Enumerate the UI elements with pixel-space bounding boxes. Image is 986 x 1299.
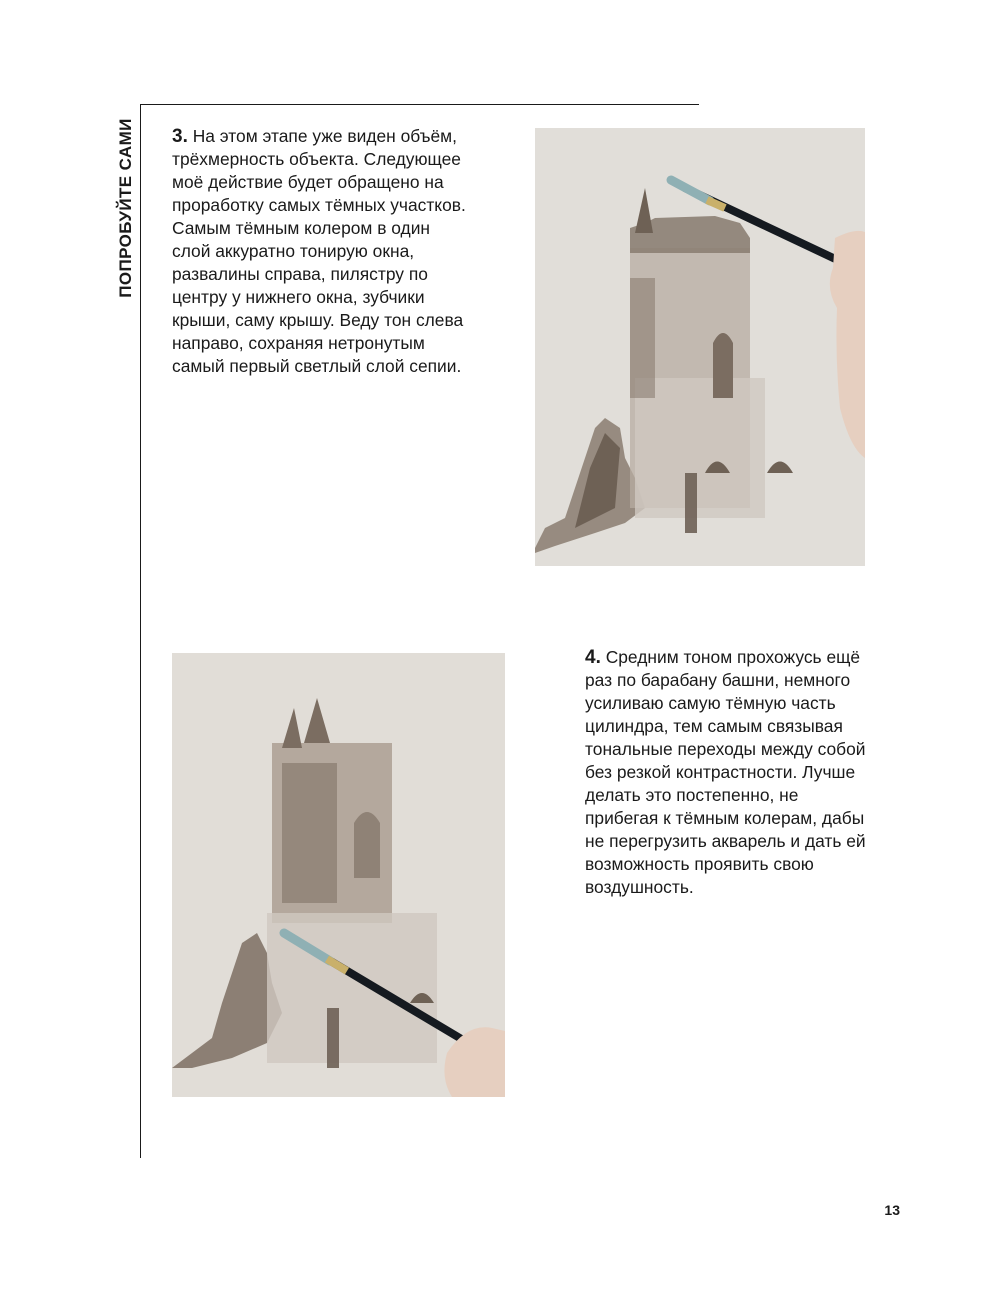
step-3-photo [535, 128, 865, 566]
step-4-number: 4. [585, 647, 601, 668]
section-title: ПОПРОБУЙТЕ САМИ [116, 118, 135, 298]
step-3-paragraph [172, 125, 472, 378]
watercolor-tower-photo-4 [172, 653, 505, 1097]
step-3-text: На этом этапе уже виден объём, трёхмерность объекта. Следующее моё действие будет обращено на проработку самых тёмных участков. Самым тёмным колером в один слой аккуратно тонирую окна, развалины справа, пилястру по центру у нижнего окна, зубчики крыши, саму крышу. Веду тон слева направо, сохраняя нетронутым самый первый светлый слой сепии. [172, 126, 466, 376]
page-number: 13 [884, 1202, 900, 1218]
step-4-paragraph [585, 646, 875, 899]
step-3-number: 3. [172, 126, 188, 147]
step-4-text: Средним тоном прохожусь ещё раз по барабану башни, немного усиливаю самую тёмную часть цилиндра, тем самым связывая тональные переходы между собой без резкой контрастности. Лучше делать это постепенно, не прибегая к тёмным колерам, дабы не перегрузить акварель и дать ей возможность проявить свою воздушность. [585, 647, 866, 897]
step-4-photo [172, 653, 505, 1097]
watercolor-tower-photo-3 [535, 128, 865, 566]
top-rule [140, 104, 699, 105]
left-rule [140, 104, 141, 1158]
